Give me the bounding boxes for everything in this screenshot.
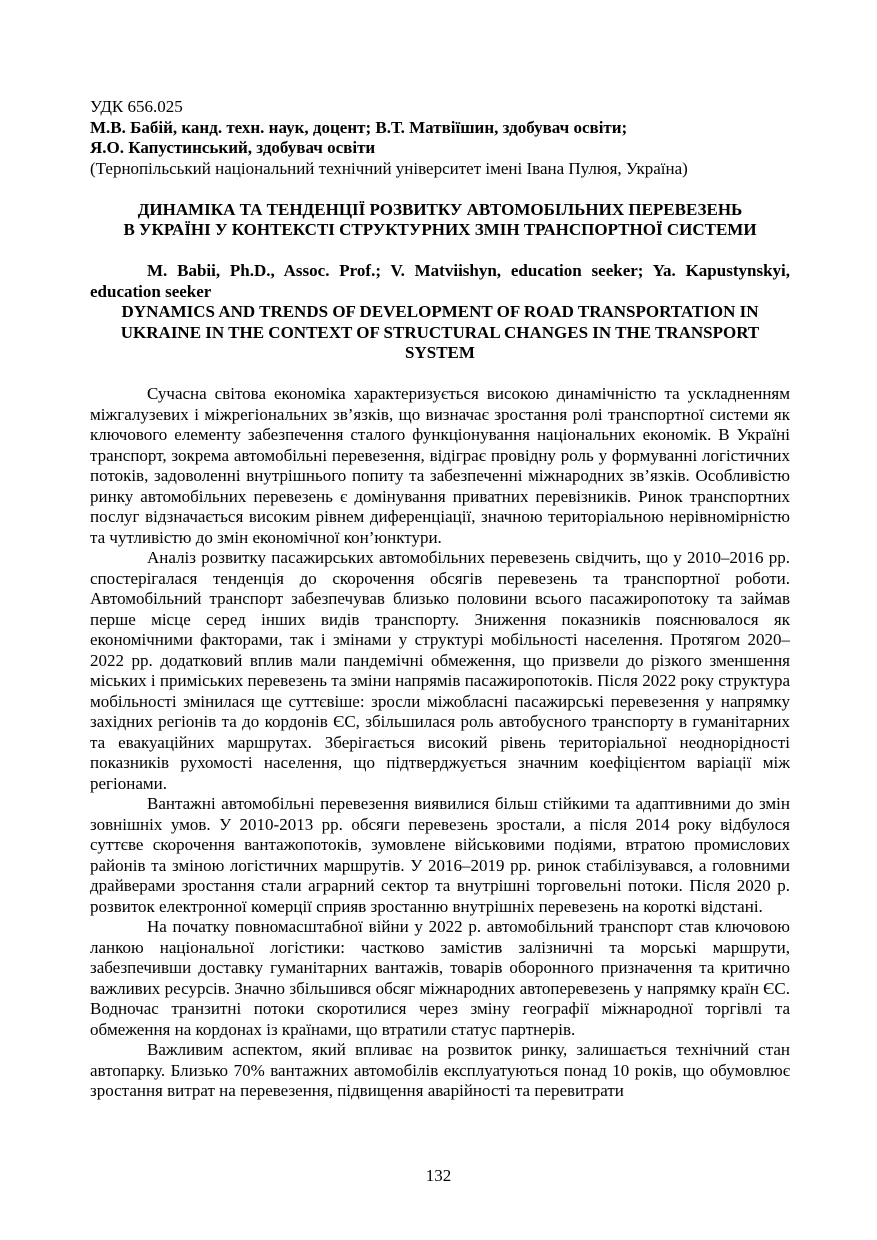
paragraph-intro: Сучасна світова економіка характеризується високою динамічністю та ускладненням міжгалузевих і міжрегіональних зв’язків, що визначає зростання ролі транспортної системи як ключового елементу забезпечення сталого функціонування національних економік. В Україні транспорт, зокрема автомобільні перевезення, відіграє провідну роль у формуванні логістичних потоків, задоволенні внутрішнього попиту та забезпеченні міжнародних зв’язків. Особливістю ринку автомобільних перевезень є домінування приватних перевізників. Ринок транспортних послуг відзначається високим рівнем диференціації, значною територіальною нерівномірністю та чутливістю до змін економічної кон’юнктури. bbox=[90, 384, 790, 547]
page-number: 132 bbox=[425, 1166, 452, 1185]
vertical-gap bbox=[90, 241, 790, 262]
vertical-gap bbox=[90, 179, 790, 200]
title-en: DYNAMICS AND TRENDS OF DEVELOPMENT OF ROAD TRANSPORTATION IN UKRAINE IN THE CONTEXT OF STRUCTURAL CHANGES IN THE TRANSPORT SYSTEM bbox=[120, 302, 760, 362]
authors-en: M. Babii, Ph.D., Assoc. Prof.; V. Matviishyn, education seeker; Ya. Kapustynskyi, education seeker bbox=[90, 261, 790, 301]
text-column bbox=[90, 97, 790, 1102]
authors-ua-line2: Я.О. Капустинський, здобувач освіти bbox=[90, 138, 376, 157]
udc-code: УДК 656.025 bbox=[90, 97, 183, 116]
paragraph-passenger-transport: Аналіз розвитку пасажирських автомобільних перевезень свідчить, що у 2010–2016 рр. спостерігалася тенденція до скорочення обсягів перевезень та транспортної роботи. Автомобільний транспорт забезпечував близько половини всього пасажиропотоку та займав перше місце серед інших видів транспорту. Зниження показників пояснювалося як економічними факторами, так і змінами у структурі мобільності населення. Протягом 2020–2022 рр. додатковий вплив мали пандемічні обмеження, що призвели до різкого зменшення міських і приміських перевезень та зміни напрямів пасажиропотоків. Після 2022 року структура мобільності змінилася ще суттєвіше: зросли міжобласні пасажирські перевезення у напрямку західних регіонів та до кордонів ЄС, збільшилася роль автобусного транспорту в гуманітарних та евакуаційних маршрутах. Зберігається високий рівень територіальної неоднорідності показників рухомості населення, що підтверджується значним коефіцієнтом варіації між регіонами. bbox=[90, 548, 790, 793]
affiliation: (Тернопільський національний технічний університет імені Івана Пулюя, Україна) bbox=[90, 158, 688, 178]
paragraph-freight-transport: Вантажні автомобільні перевезення виявилися більш стійкими та адаптивними до змін зовнішніх умов. У 2010-2013 рр. обсяги перевезень зростали, а після 2014 року відбулося суттєве скорочення вантажопотоків, зумовлене військовими подіями, втратою промислових районів та зміною логістичних маршрутів. У 2016–2019 рр. ринок стабілізувався, а головними драйверами зростання стали аграрний сектор та внутрішні торговельні потоки. Після 2020 р. розвиток електронної комерції сприяв зростанню внутрішніх перевезень на короткі відстані. bbox=[90, 794, 790, 916]
vertical-gap bbox=[90, 364, 790, 385]
paragraph-fleet-condition: Важливим аспектом, який впливає на розвиток ринку, залишається технічний стан автопарку. Близько 70% вантажних автомобілів експлуатуються понад 10 років, що обумовлює зростання витрат на перевезення, підвищення аварійності та перевитрати bbox=[90, 1040, 790, 1100]
paragraph-wartime-logistics: На початку повномасштабної війни у 2022 р. автомобільний транспорт став ключовою ланкою національної логістики: частково замістив залізничні та морські маршрути, забезпечивши доставку гуманітарних вантажів, товарів оборонного призначення та критично важливих ресурсів. Значно збільшився обсяг міжнародних автоперевезень у напрямку країн ЄС. Водночас транзитні потоки скоротилися через зміну географії міжнародної торгівлі та обмеження на кордонах із країнами, що втратили статус партнерів. bbox=[90, 917, 790, 1039]
title-ua-line1: ДИНАМІКА ТА ТЕНДЕНЦІЇ РОЗВИТКУ АВТОМОБІЛЬНИХ ПЕРЕВЕЗЕНЬ bbox=[137, 199, 743, 219]
title-ua-line2: В УКРАЇНІ У КОНТЕКСТІ СТРУКТУРНИХ ЗМІН ТРАНСПОРТНОЇ СИСТЕМИ bbox=[123, 220, 757, 239]
authors-ua-line1: М.В. Бабій, канд. техн. наук, доцент; В.Т. Матвіїшин, здобувач освіти; bbox=[90, 117, 628, 137]
